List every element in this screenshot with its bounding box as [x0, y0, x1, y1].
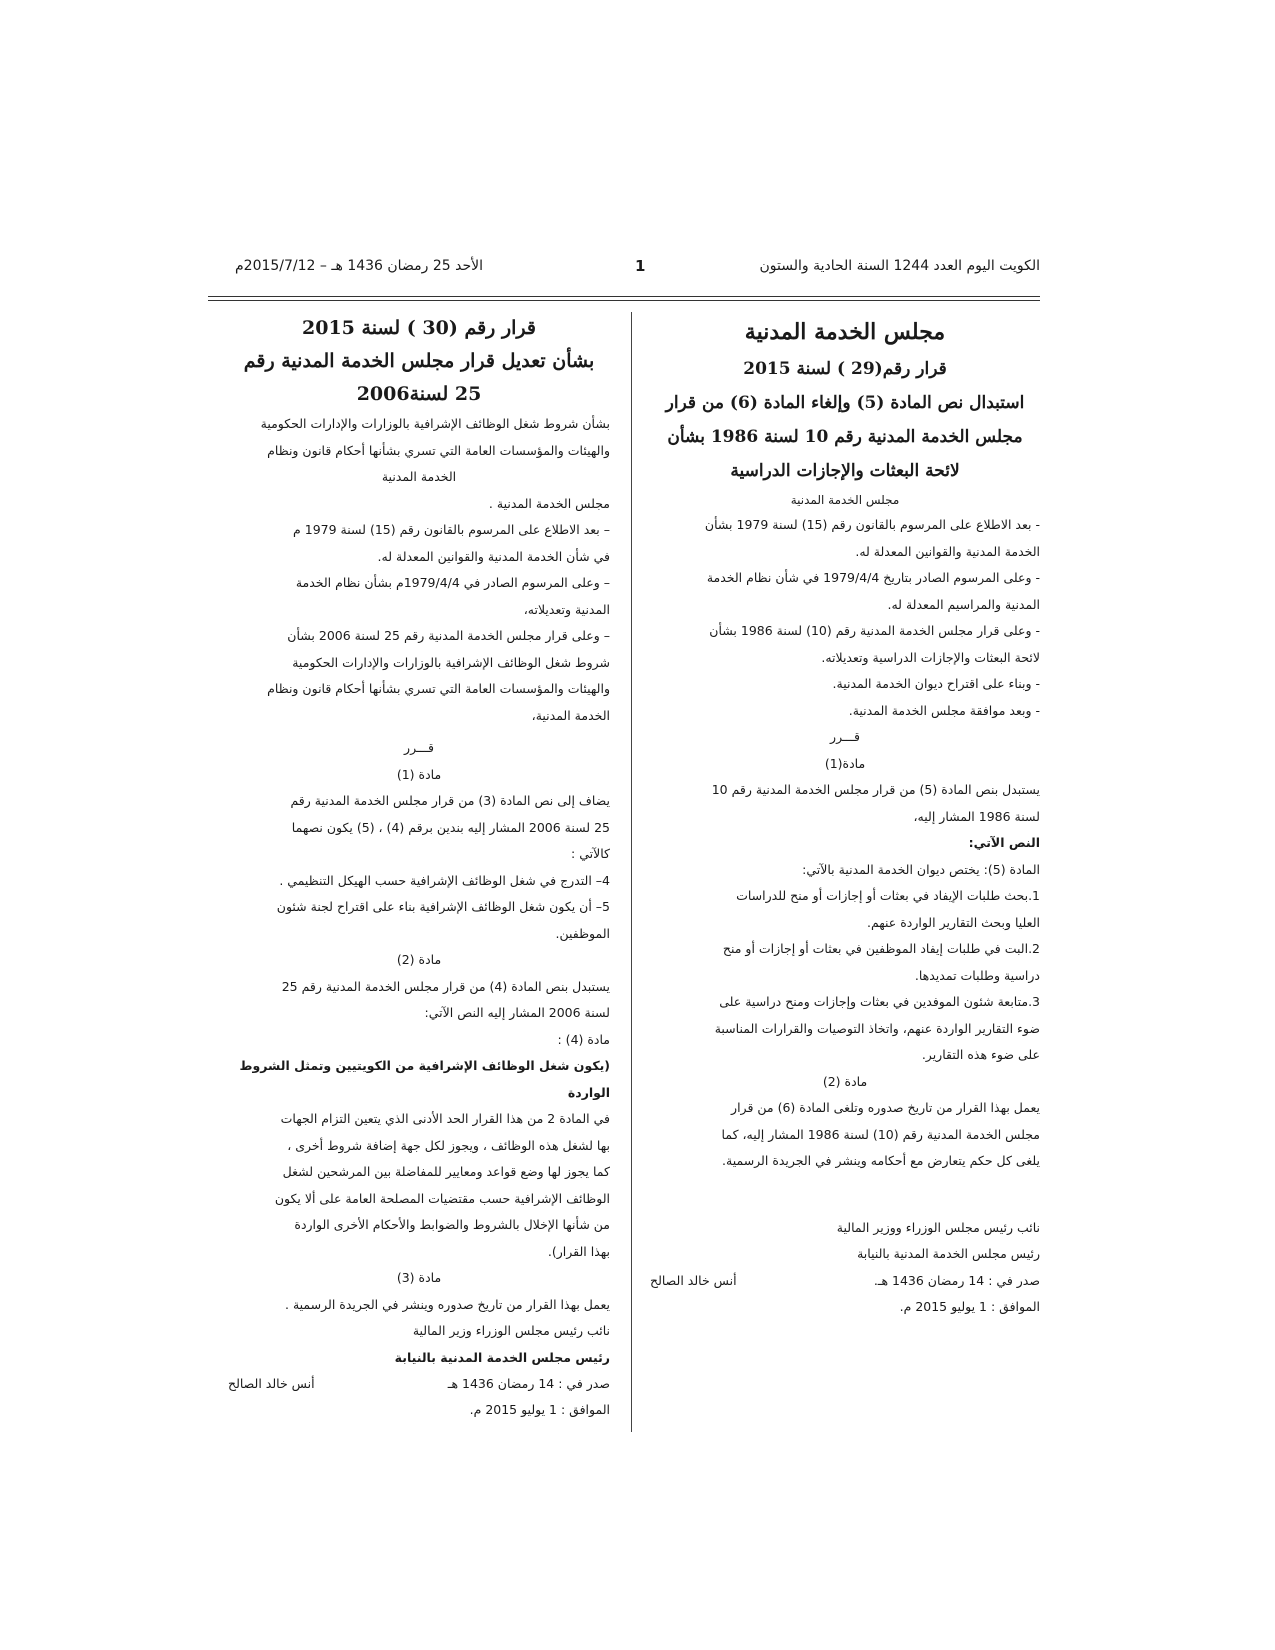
issued-line	[228, 1371, 610, 1397]
decision-29-column	[650, 312, 1040, 1320]
article-heading: مادة (2)	[822, 1073, 868, 1089]
article-line: 3.متابعة شئون الموفدين في بعثات وإجازات ومنح دراسية على	[719, 994, 1040, 1009]
article-line: (يكون شغل الوظائف الإشرافية من الكويتيين وتمثل الشروط الواردة	[239, 1058, 610, 1100]
article-heading: مادة(1)	[824, 755, 866, 771]
preamble-line: – بعد الاطلاع على المرسوم بالقانون رقم (15) لسنة 1979 م	[293, 522, 610, 537]
article-line: الموظفين.	[555, 925, 610, 941]
article-heading: مادة (2)	[396, 952, 442, 967]
article-line: على ضوء هذه التقارير.	[921, 1047, 1040, 1062]
article-line: كالآتي :	[571, 846, 610, 861]
preamble-line: في شأن الخدمة المدنية والقوانين المعدلة له.	[377, 548, 610, 564]
authority-line: مجلس الخدمة المدنية	[790, 493, 900, 507]
preamble-line: الخدمة المدنية والقوانين المعدلة له.	[855, 543, 1040, 559]
article-line: في المادة 2 من هذا القرار الحد الأدنى الذي يتعين التزام الجهات	[280, 1111, 610, 1126]
header-rule	[208, 296, 1040, 297]
article-line: يضاف إلى نص المادة (3) من قرار مجلس الخدمة المدنية رقم	[290, 793, 610, 808]
preamble-line: الخدمة المدنية،	[531, 707, 610, 723]
decision-30-column	[228, 312, 610, 1424]
signatory-title: نائب رئيس مجلس الوزراء ووزير المالية	[836, 1219, 1040, 1235]
authority-line: مجلس الخدمة المدنية .	[488, 495, 610, 511]
council-title: مجلس الخدمة المدنية	[744, 319, 946, 345]
preamble-line: المدنية والمراسيم المعدلة له.	[887, 596, 1040, 612]
signatory-name: أنس خالد الصالح	[228, 1376, 315, 1391]
page-number: 1	[635, 257, 646, 275]
subject-detail-line: بشأن شروط شغل الوظائف الإشرافية بالوزارات والإدارات الحكومية	[260, 416, 610, 431]
article-line: يستبدل بنص المادة (5) من قرار مجلس الخدمة المدنية رقم 10	[711, 782, 1040, 797]
issued-line	[650, 1268, 1040, 1294]
signatory-title: نائب رئيس مجلس الوزراء وزير المالية	[412, 1323, 610, 1338]
article-line: العليا وبحث التقارير الواردة عنهم.	[866, 914, 1040, 930]
article-line: مادة (4) :	[557, 1031, 610, 1047]
article-line: 5– أن يكون شغل الوظائف الإشرافية بناء على اقتراح لجنة شئون	[276, 899, 610, 914]
preamble-line: المدنية وتعديلاته،	[523, 601, 610, 617]
subject-line: مجلس الخدمة المدنية رقم 10 لسنة 1986 بشأن	[667, 427, 1023, 447]
article-line: 2.البت في طلبات إيفاد الموظفين في بعثات أو إجازات أو منح	[722, 941, 1040, 956]
article-line: النص الآتي:	[968, 835, 1040, 850]
preamble-line: لائحة البعثات والإجازات الدراسية وتعديلاته.	[821, 649, 1040, 665]
preamble-line: – وعلى قرار مجلس الخدمة المدنية رقم 25 لسنة 2006 بشأن	[287, 628, 610, 643]
corresponding-date: الموافق : 1 يوليو 2015 م.	[899, 1298, 1040, 1314]
subject-detail-line: الخدمة المدنية	[381, 469, 457, 484]
article-line: يلغى كل حكم يتعارض مع أحكامه وينشر في الجريدة الرسمية.	[722, 1153, 1040, 1168]
article-line: بهذا القرار).	[547, 1243, 610, 1259]
header-rule-double	[208, 300, 1040, 301]
article-line: يستبدل بنص المادة (4) من قرار مجلس الخدمة المدنية رقم 25	[281, 978, 610, 994]
issue-info: الكويت اليوم العدد 1244 السنة الحادية والستون	[759, 258, 1040, 274]
article-line: مجلس الخدمة المدنية رقم (10) لسنة 1986 المشار إليه، كما	[721, 1126, 1040, 1142]
subject-line: 25 لسنة2006	[356, 383, 482, 405]
issued-date: صدر في : 14 رمضان 1436 هـ	[447, 1376, 610, 1391]
decision-number: قرار رقم(29 ) لسنة 2015	[743, 359, 947, 379]
article-line: ضوء التقارير الواردة عنهم، واتخاذ التوصيات والقرارات المناسبة	[714, 1020, 1040, 1036]
decision-number: قرار رقم (30 ) لسنة 2015	[302, 317, 536, 339]
decided-heading: قـــرر	[830, 729, 860, 744]
article-line: من شأنها الإخلال بالشروط والضوابط والأحكام الأخرى الواردة	[294, 1217, 610, 1232]
article-line: يعمل بهذا القرار من تاريخ صدوره وينشر في الجريدة الرسمية .	[285, 1296, 610, 1312]
signatory-title: رئيس مجلس الخدمة المدنية بالنيابة	[394, 1349, 610, 1365]
subject-line: لائحة البعثات والإجازات الدراسية	[730, 461, 960, 481]
preamble-line: - وعلى المرسوم الصادر بتاريخ 1979/4/4 في شأن نظام الخدمة	[706, 570, 1040, 585]
preamble-line: - وبناء على اقتراح ديوان الخدمة المدنية.	[832, 676, 1040, 691]
signatory-title: رئيس مجلس الخدمة المدنية بالنيابة	[857, 1246, 1040, 1261]
article-line: الوظائف الإشرافية حسب مقتضيات المصلحة العامة على ألا يكون	[274, 1190, 610, 1206]
preamble-line: والهيئات والمؤسسات العامة التي تسري بشأنها أحكام قانون ونظام	[267, 681, 610, 696]
preamble-line: – وعلى المرسوم الصادر في 1979/4/4م بشأن نظام الخدمة	[295, 575, 610, 590]
article-line: كما يجوز لها وضع قواعد ومعايير للمفاضلة بين المرشحين لشغل	[282, 1164, 610, 1179]
decided-heading: قـــرر	[404, 740, 434, 755]
preamble-line: - وبعد موافقة مجلس الخدمة المدنية.	[848, 702, 1040, 718]
subject-line: بشأن تعديل قرار مجلس الخدمة المدنية رقم	[243, 350, 595, 372]
article-line: لسنة 1986 المشار إليه،	[913, 808, 1040, 824]
issued-date: صدر في : 14 رمضان 1436 هـ.	[873, 1272, 1040, 1288]
subject-line: استبدال نص المادة (5) وإلغاء المادة (6) من قرار	[665, 393, 1025, 413]
article-line: يعمل بهذا القرار من تاريخ صدوره وتلغى المادة (6) من قرار	[731, 1100, 1040, 1115]
preamble-line: شروط شغل الوظائف الإشرافية بالوزارات والإدارات الحكومية	[292, 654, 610, 670]
article-line: لسنة 2006 المشار إليه النص الآتي:	[424, 1005, 610, 1020]
article-line: 4– التدرج في شغل الوظائف الإشرافية حسب الهيكل التنظيمي .	[279, 872, 610, 888]
corresponding-date: الموافق : 1 يوليو 2015 م.	[469, 1402, 610, 1417]
article-line: 25 لسنة 2006 المشار إليه بندين برقم (4) ، (5) يكون نصهما	[291, 819, 610, 835]
preamble-line: - وعلى قرار مجلس الخدمة المدنية رقم (10) لسنة 1986 بشأن	[709, 623, 1040, 638]
page-header	[235, 258, 1040, 282]
issue-date: الأحد 25 رمضان 1436 هـ – 2015/7/12م	[235, 258, 483, 274]
signatory-name: أنس خالد الصالح	[650, 1272, 737, 1288]
subject-detail-line: والهيئات والمؤسسات العامة التي تسري بشأنها أحكام قانون ونظام	[267, 442, 610, 458]
article-line: دراسية وطلبات تمديدها.	[914, 967, 1040, 983]
article-line: بها لشغل هذه الوظائف ، ويجوز لكل جهة إضافة شروط أخرى ،	[287, 1137, 610, 1153]
article-heading: مادة (3)	[396, 1270, 442, 1285]
preamble-line: - بعد الاطلاع على المرسوم بالقانون رقم (15) لسنة 1979 بشأن	[704, 517, 1040, 532]
article-heading: مادة (1)	[396, 766, 442, 782]
article-line: 1.بحث طلبات الإيفاد في بعثات أو إجازات أو منح للدراسات	[736, 888, 1040, 903]
column-divider	[631, 312, 632, 1432]
article-line: المادة (5): يختص ديوان الخدمة المدنية بالآتي:	[802, 861, 1040, 877]
